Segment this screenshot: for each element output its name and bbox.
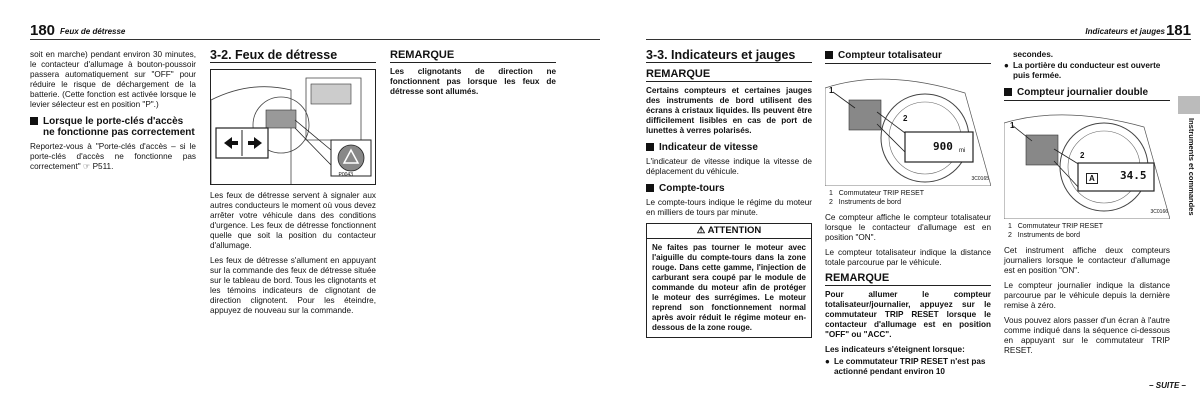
trip-mode-indicator: A: [1086, 173, 1098, 184]
paragraph: Les feux de détresse servent à signaler aux autres conducteurs le moment où vous devez arrêter votre véhicule dans des conditions d'urgence. Les feux de détresse fonctionnent quelle que soit la position du contacteur d'allumage.: [210, 191, 376, 250]
figure-code: 3C0165: [971, 176, 989, 182]
left-column-3: [390, 50, 556, 102]
figure-code: 3C0166: [1150, 209, 1168, 215]
hazard-switch-illustration: [210, 69, 376, 185]
square-bullet-icon: [1004, 88, 1012, 96]
bullet-dot-icon: ●: [1004, 61, 1009, 70]
caption-item: Commutateur TRIP RESET: [838, 190, 925, 197]
chapter-tab-label: Instruments et commandes: [1187, 118, 1196, 216]
right-page-number: 181: [1165, 22, 1191, 39]
section-title: 3-2. Feux de détresse: [210, 50, 376, 63]
odometer-unit: mi: [959, 148, 966, 154]
attention-header: ⚠ ATTENTION: [647, 224, 811, 239]
paragraph: soit en marche) pendant environ 30 minutes, le contacteur d'allumage à bouton-poussoir passera automatiquement sur "OFF" pour réduire le risque de déchargement de la batterie. (Cette fonction est activée lorsque le levier sélecteur est en position "P".): [30, 50, 196, 109]
figure-label: 1: [1010, 121, 1015, 130]
left-column-1: [30, 50, 196, 177]
bullet-item: ● La portière du conducteur est ouverte puis fermée.: [1004, 61, 1161, 80]
caption-item: Instruments de bord: [838, 199, 902, 206]
right-header: [646, 22, 1191, 40]
paragraph: Le compteur totalisateur indique la distance totale parcourue par le véhicule.: [825, 248, 991, 267]
paragraph: L'indicateur de vitesse indique la vitesse de déplacement du véhicule.: [646, 157, 812, 176]
remark-body: Certains compteurs et certaines jauges des instruments de bord utilisent des écrans à cristaux liquides. Ils peuvent être difficilement lisibles en cas de port de lunettes à verres polarisés.: [646, 86, 812, 135]
odometer-illustration: [825, 68, 991, 186]
paragraph: Le compte-tours indique le régime du moteur en milliers de tours par minute.: [646, 198, 812, 217]
square-bullet-icon: [646, 184, 654, 192]
bullet-dot-icon: ●: [825, 357, 830, 366]
subheading-odometer: Compteur totalisateur: [825, 50, 991, 64]
odometer-value: 900: [933, 140, 953, 153]
remark-title: REMARQUE: [646, 69, 812, 82]
paragraph: Les feux de détresse s'allument en appuyant sur la commande des feux de détresse située sur le tableau de bord. Tous les clignotants et les témoins indicateurs de clignotant de direction clignotent. Pour les éteindre, appuyez de nouveau sur la commande.: [210, 256, 376, 315]
subheading: Lorsque le porte-clés d'accès ne fonctionne pas correctement: [30, 116, 196, 138]
remark-body: Les clignotants de direction ne fonctionnent pas lorsque les feux de détresse sont allumés.: [390, 67, 556, 96]
figure-label: 2: [903, 114, 908, 123]
right-column-1: [646, 50, 812, 342]
figure-label: 2: [1080, 151, 1085, 160]
instrument-panel-drawing: [825, 68, 991, 186]
section-title: 3-3. Indicateurs et jauges: [646, 50, 812, 63]
dashboard-drawing: [211, 70, 376, 185]
paragraph: Cet instrument affiche deux compteurs journaliers lorsque le contacteur d'allumage est en position "ON".: [1004, 246, 1170, 275]
figure-code: P0043: [338, 172, 353, 178]
figure-label: 1: [829, 86, 834, 95]
remark-title: REMARQUE: [825, 273, 991, 286]
right-column-3: [1004, 50, 1170, 361]
right-column-2: [825, 50, 991, 377]
bullet-item: ● Le commutateur TRIP RESET n'est pas actionné pendant environ 10: [825, 357, 986, 376]
attention-box: [646, 223, 812, 338]
right-header-title: Indicateurs et jauges: [1085, 27, 1165, 36]
continued-text: secondes.: [1013, 50, 1054, 59]
instrument-panel-drawing: [1004, 105, 1170, 219]
left-header-title: Feux de détresse: [60, 27, 126, 36]
subheading-tachometer: Compte-tours: [646, 183, 812, 194]
figure-captions: 1 Commutateur TRIP RESET 2 Instruments de bord: [1008, 223, 1104, 239]
caption-item: Commutateur TRIP RESET: [1017, 223, 1104, 230]
square-bullet-icon: [646, 143, 654, 151]
trip-value: 34.5: [1120, 169, 1147, 182]
warning-triangle-icon: ⚠: [696, 225, 706, 236]
caption-item: Instruments de bord: [1017, 232, 1081, 239]
left-column-2: [210, 50, 376, 321]
square-bullet-icon: [825, 51, 833, 59]
square-bullet-icon: [30, 117, 38, 125]
figure-captions: 1 Commutateur TRIP RESET 2 Instruments de bord: [829, 190, 925, 206]
attention-body: Ne faites pas tourner le moteur avec l'aiguille du compte-tours dans la zone rouge. Dans cette gamme, l'injection de carburant sera coupé par le module de commande du moteur afin de protéger le moteur des surrégimes. Le moteur reprend son fonctionnement normal après avoir réduit le régime moteur en-dessous de la zone rouge.: [652, 243, 806, 332]
chapter-tab: [1178, 96, 1200, 114]
paragraph: Le compteur journalier indique la distance parcourue par le véhicule depuis la dernière remise à zéro.: [1004, 281, 1170, 310]
subheading-trip-meter: Compteur journalier double: [1004, 87, 1170, 101]
trip-meter-illustration: [1004, 105, 1170, 219]
left-page-number: 180: [30, 22, 56, 39]
subheading-speedometer: Indicateur de vitesse: [646, 142, 812, 153]
continued-marker: – SUITE –: [1149, 381, 1186, 390]
paragraph: Ce compteur affiche le compteur totalisateur lorsque le contacteur d'allumage est en position "ON".: [825, 213, 991, 242]
remark-intro: Les indicateurs s'éteignent lorsque:: [825, 345, 965, 354]
paragraph: Vous pouvez alors passer d'un écran à l'autre comme indiqué dans la séquence ci-dessous en appuyant sur le commutateur TRIP RESET.: [1004, 316, 1170, 355]
remark-title: REMARQUE: [390, 50, 556, 63]
left-header: [30, 22, 600, 40]
paragraph: Reportez-vous à "Porte-clés d'accès – si le porte-clés d'accès ne fonctionne pas correctement" ☞ P511.: [30, 142, 196, 171]
right-page: [600, 0, 1200, 402]
remark-body: Pour allumer le compteur totalisateur/journalier, appuyez sur le commutateur TRIP RESET lorsque le contacteur d'allumage est en position "OFF" ou "ACC".: [825, 290, 991, 339]
